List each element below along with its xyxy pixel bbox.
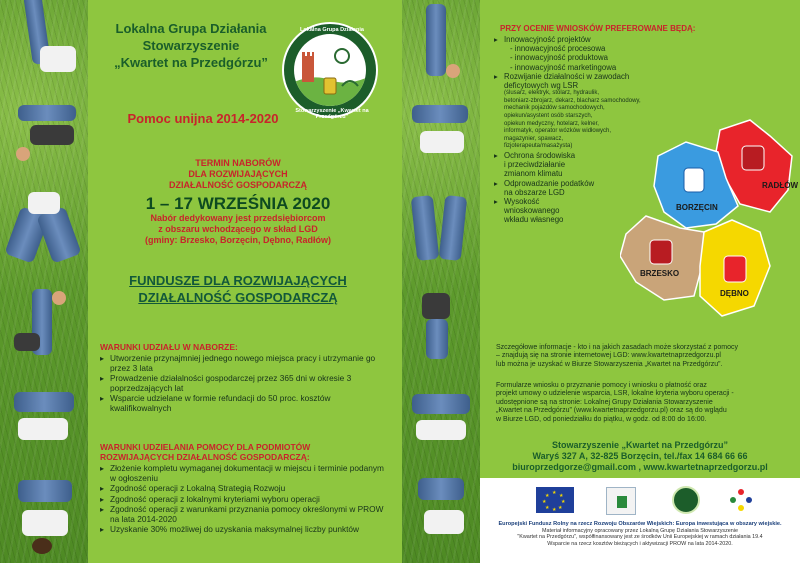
profession-line: opiekun medyczny, hotelarz, kelner, xyxy=(504,120,599,127)
target-line: (gminy: Brzesko, Borzęcin, Dębno, Radłów) xyxy=(144,235,332,245)
profession-line: informatyk, operator wózków widłowych, xyxy=(504,128,612,135)
person-photo xyxy=(10,95,80,175)
footnote-line: "Kwartet na Przedgórzu", współfinansowany jest ze środków Unii Europejskiej w ramach działania 19.4 xyxy=(517,534,763,541)
right-panel xyxy=(480,0,800,563)
person-photo xyxy=(8,470,80,560)
logo-emblem-icon xyxy=(294,34,366,106)
aid-conditions-title: ROZWIJAJĄCYCH DZIAŁALNOŚĆ GOSPODARCZĄ: xyxy=(100,452,310,462)
person-photo xyxy=(8,285,80,365)
conditions-title: WARUNKI UDZIAŁU W NABORZE: xyxy=(100,342,238,352)
recruitment-target xyxy=(98,213,378,246)
map-label-brzesko: BRZESKO xyxy=(640,269,680,278)
funding-logos xyxy=(500,487,780,517)
left-panel xyxy=(88,0,402,563)
borzecin-coat-of-arms-icon xyxy=(684,168,704,192)
info-line: – znajdują się na stronie internetowej LGD: www.kwartetnaprzedgorzu.pl xyxy=(496,352,721,360)
target-line: z obszaru wchodzącego w skład LGD xyxy=(158,224,318,234)
info-line: lub można je uzyskać w Biurze Stowarzyszenia „Kwartet na Przedgórzu”. xyxy=(496,360,723,368)
prow-logo-icon xyxy=(726,487,762,515)
org-line: Lokalna Grupa Działania xyxy=(115,21,267,36)
person-photo xyxy=(406,190,476,270)
map-label-borzecin: BORZĘCIN xyxy=(676,203,718,212)
person-photo xyxy=(8,380,80,460)
preferred-item-cont: zmianom klimatu xyxy=(504,169,563,179)
brzesko-coat-of-arms-icon xyxy=(650,240,672,264)
recruitment-dates: 1 – 17 WRZEŚNIA 2020 xyxy=(145,194,331,213)
preferred-item: ▸ Odprowadzanie podatków xyxy=(494,179,724,188)
aid-conditions-title: WARUNKI UDZIELANIA POMOCY DLA PODMIOTÓW xyxy=(100,442,311,452)
person-photo xyxy=(406,0,476,85)
profession-line: opiekun/asystent osób starszych, xyxy=(504,113,593,119)
logo-bottom-text: Stowarzyszenie „Kwartet na Przedgórzu” xyxy=(295,108,369,120)
person-photo xyxy=(406,470,476,560)
preferred-subitem: - innowacyjność marketingowa xyxy=(510,62,617,72)
preferred-item: ▸ Wysokość xyxy=(494,197,724,206)
preferred-item-cont: na obszarze LGD xyxy=(504,187,565,197)
info-line: Szczegółowe informacje - kto i na jakich zasadach może skorzystać z pomocy xyxy=(496,344,738,351)
funding-footnote xyxy=(486,521,794,547)
aid-conditions xyxy=(100,442,390,536)
debno-coat-of-arms-icon xyxy=(724,256,746,282)
info-line: udostępnione są na stronie: Lokalnej Grupy Działania Stowarzyszenie xyxy=(496,398,713,406)
aid-condition-item: ▸ Zgodność operacji z lokalnymi kryteriami wyboru operacji xyxy=(100,495,390,505)
aid-condition-item: ▸ Uzyskanie 30% możliwej do uzyskania maksymalnej liczby punktów xyxy=(100,525,390,535)
target-line: Nabór dedykowany jest przedsiębiorcom xyxy=(150,213,326,223)
org-line: Stowarzyszenie xyxy=(142,38,240,53)
lgd-logo xyxy=(282,22,378,118)
aid-condition-item: ▸ Zgodność operacji z Lokalną Strategią Rozwoju xyxy=(100,484,390,494)
lgd-mini-logo-icon xyxy=(672,486,700,514)
footnote-line: Wsparcie na rzecz kosztów bieżących i aktywizacji PROW na lata 2014-2020. xyxy=(547,540,733,547)
footnote-line: Europejski Fundusz Rolny na rzecz Rozwoju Obszarów Wiejskich: Europa inwestująca w obszary wiejskie. xyxy=(498,521,782,527)
funds-title xyxy=(98,272,378,306)
profession-line: magazynier, spawacz, xyxy=(504,135,564,142)
aid-condition-item: ▸ Złożenie kompletu wymaganej dokumentacji w miejscu i terminie podanym w ogłoszeniu xyxy=(100,464,390,483)
info-forms xyxy=(496,382,786,424)
condition-item: ▸ Prowadzenie działalności gospodarczej przez 365 dni w okresie 3 poprzedzających lat xyxy=(100,374,386,393)
info-line: „Kwartet na Przedgórzu” (www.kwartetnaprzedgorzu.pl) oraz są do wglądu xyxy=(496,407,727,415)
profession-line: (ślusarz, elektryk, stolarz, hydraulik, xyxy=(504,90,600,97)
recruitment-line: DZIAŁALNOŚĆ GOSPODARCZĄ xyxy=(169,180,307,190)
preferred-item: ▸ Rozwijanie działalności w zawodach xyxy=(494,72,724,81)
funds-title-line: FUNDUSZE DLA ROZWIJAJĄCYCH xyxy=(129,273,347,288)
profession-line: betoniarz-zbrojarz, dekarz, blacharz samochodowy, xyxy=(504,97,641,104)
preferred-item-cont: i przeciwdziałanie xyxy=(504,160,566,170)
info-line: Formularze wniosku o przyznanie pomocy i wniosku o płatność oraz xyxy=(496,382,707,389)
preferred-item: ▸ Ochrona środowiska xyxy=(494,151,724,160)
preferred-item-cont: wkładu własnego xyxy=(504,215,564,225)
contact-web: biuroprzedgorze@gmail.com , www.kwartetnaprzedgorzu.pl xyxy=(512,462,768,472)
contact-name: Stowarzyszenie „Kwartet na Przedgórzu” xyxy=(551,440,729,450)
participation-conditions xyxy=(100,342,386,414)
person-photo xyxy=(406,380,476,460)
photo-strip-left xyxy=(0,0,88,563)
preferred-subitem: - innowacyjność procesowa xyxy=(510,44,606,54)
radlow-coat-of-arms-icon xyxy=(742,146,764,170)
organization-name xyxy=(96,20,286,71)
recruitment-heading xyxy=(98,158,378,191)
aid-title: Pomoc unijna 2014-2020 xyxy=(127,111,279,126)
logo-emblem xyxy=(294,34,366,106)
info-line: w Biurze LGD, od poniedziałku do piątku, w godz. od 8:00 do 16:00. xyxy=(496,415,707,423)
map-label-radlow: RADŁÓW xyxy=(762,181,798,190)
preferred-subitem: - innowacyjność produktowa xyxy=(510,53,608,63)
preferred-item-cont: deficytowych wg LSR xyxy=(504,81,579,91)
photo-strip-middle xyxy=(402,0,480,563)
preferred-item-cont: wnioskowanego xyxy=(504,206,560,216)
info-line: projekt umowy o udzielenie wsparcia, LSR, lokalne kryteria wyboru operacji - xyxy=(496,390,734,398)
recruitment-line: DLA ROZWIJAJĄCYCH xyxy=(188,169,288,179)
person-photo xyxy=(406,95,476,175)
footnote-line: Materiał informacyjny opracowany przez Lokalną Grupę Działania Stowarzyszenie xyxy=(542,527,738,534)
org-line: „Kwartet na Przedgórzu” xyxy=(114,55,268,70)
lgd-map xyxy=(620,116,798,330)
profession-line: fizjoterapeuta/masażysta) xyxy=(504,143,573,150)
logo-top-text: Lokalna Grupa Działania xyxy=(300,27,364,33)
map-label-debno: DĘBNO xyxy=(720,289,749,298)
condition-item: ▸ Utworzenie przynajmniej jednego nowego miejsca pracy i utrzymanie go przez 3 lata xyxy=(100,354,386,373)
funds-title-line: DZIAŁALNOŚĆ GOSPODARCZĄ xyxy=(138,290,338,305)
preferred-title: PRZY OCENIE WNIOSKÓW PREFEROWANE BĘDĄ: xyxy=(500,24,696,33)
leader-logo-icon xyxy=(606,487,636,515)
eu-flag-icon: ★ ★ ★ ★ ★ ★ ★ ★ xyxy=(536,487,574,513)
recruitment-line: TERMIN NABORÓW xyxy=(195,158,281,168)
contact-address: Waryś 327 A, 32-825 Borzęcin, tel./fax 14 684 66 66 xyxy=(532,451,748,461)
profession-line: mechanik pojazdów samochodowych, xyxy=(504,105,605,112)
person-photo xyxy=(10,0,80,80)
person-photo xyxy=(406,285,476,365)
info-details xyxy=(496,344,786,369)
aid-condition-item: ▸ Zgodność operacji z warunkami przyznania pomocy określonymi w PROW na lata 2014-2020 xyxy=(100,505,390,524)
person-photo xyxy=(8,190,80,270)
condition-item: ▸ Wsparcie udzielane w formie refundacji do 50 proc. kosztów kwalifikowalnych xyxy=(100,394,386,413)
preferred-item: ▸ Innowacyjność projektów xyxy=(494,35,724,44)
contact-block xyxy=(480,440,800,473)
